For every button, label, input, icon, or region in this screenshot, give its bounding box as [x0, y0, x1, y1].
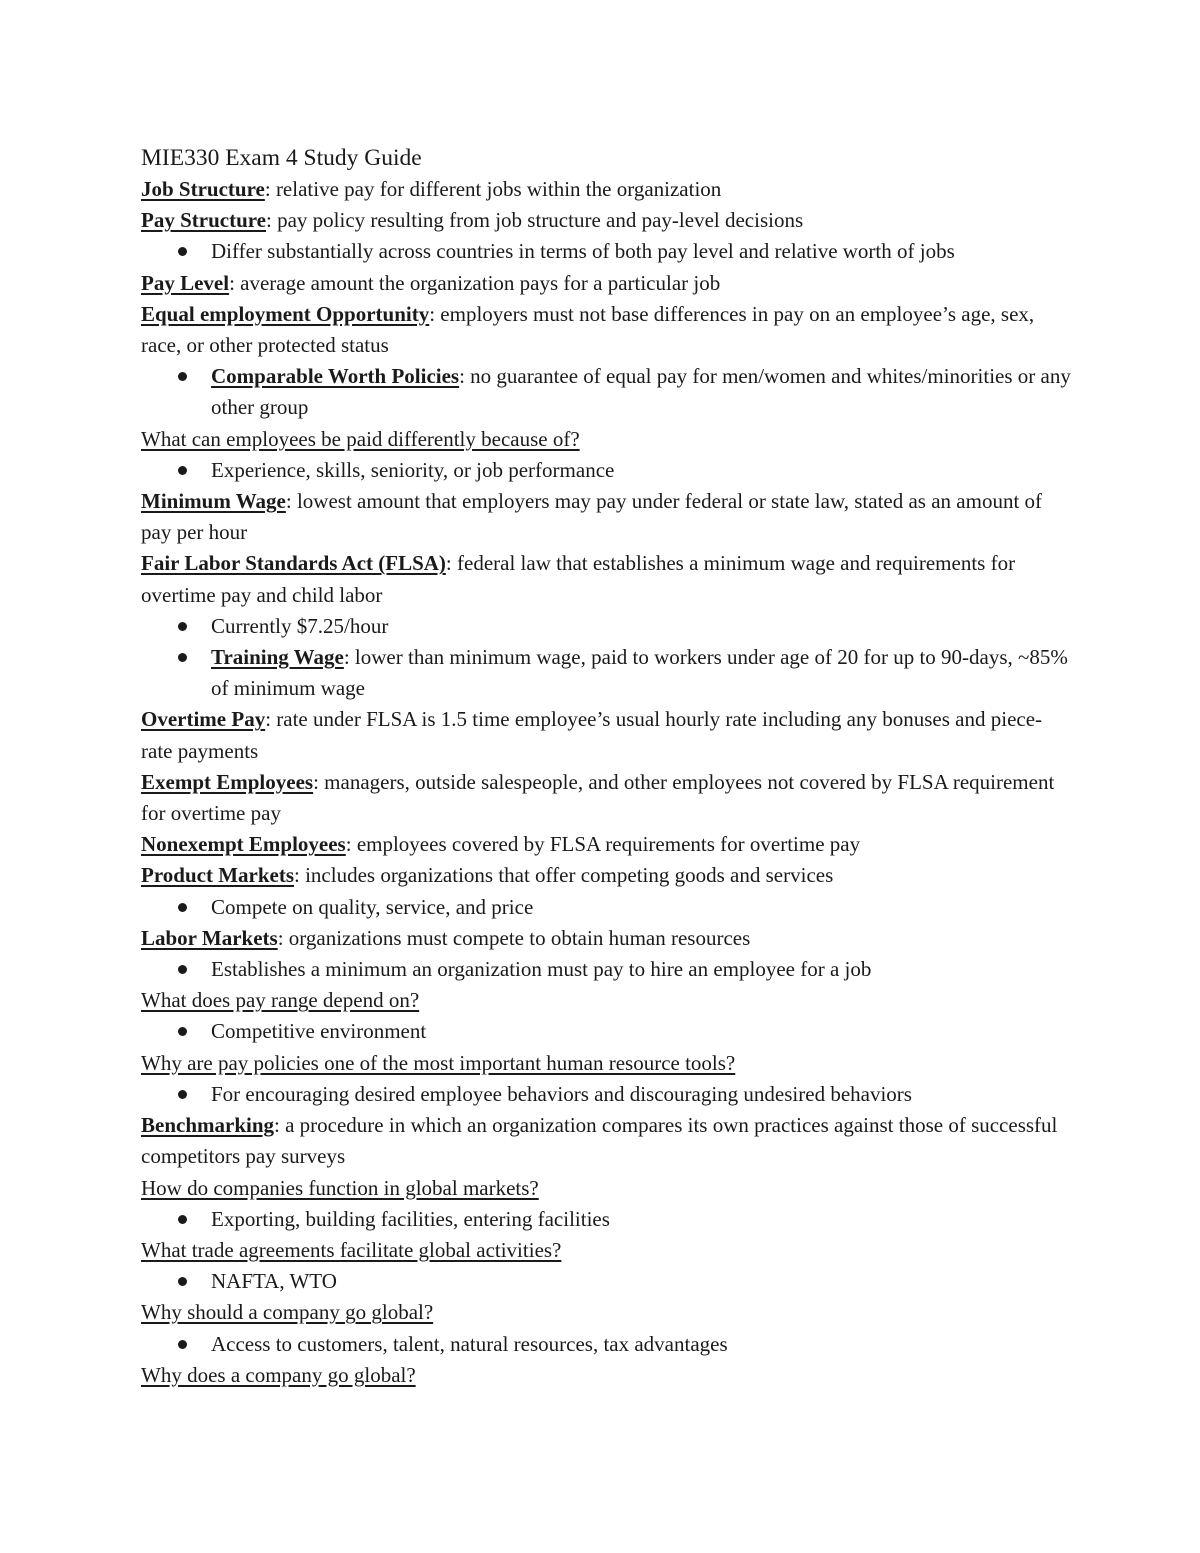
pay-level-term: Pay Level — [141, 270, 230, 295]
flsa-text: : federal law that establishes a minimum wage and requirements for overtime pay and child labor — [141, 551, 1016, 607]
document-title: MIE330 Exam 4 Study Guide — [141, 145, 422, 171]
product-markets-note-bullet — [141, 892, 1071, 923]
current-minimum-wage-text: Currently $7.25/hour — [211, 613, 389, 638]
product-markets-text: : includes organizations that offer competing goods and services — [294, 863, 834, 888]
comparable-worth-policies-text: : no guarantee of equal pay for men/women and whites/minorities or any other group — [211, 364, 1071, 420]
pay-policies-question-text: Why are pay policies one of the most important human resource tools? — [141, 1050, 736, 1075]
labor-markets-text: : organizations must compete to obtain human resources — [277, 925, 751, 950]
job-structure-definition — [141, 174, 1071, 205]
bullet-dot-icon — [178, 653, 187, 662]
bullet-dot-icon — [178, 965, 187, 974]
nonexempt-employees-term: Nonexempt Employees — [141, 832, 346, 857]
pay-policies-answer-text: For encouraging desired employee behaviors and discouraging undesired behaviors — [211, 1081, 912, 1106]
bullet-dot-icon — [178, 372, 187, 381]
equal-employment-opportunity-term: Equal employment Opportunity — [141, 301, 430, 326]
comparable-worth-policies-bullet — [141, 361, 1071, 423]
go-global-does-question — [141, 1360, 1071, 1391]
paid-differently-answer-bullet — [141, 455, 1071, 486]
go-global-should-answer-bullet — [141, 1329, 1071, 1360]
overtime-pay-term: Overtime Pay — [141, 707, 266, 732]
pay-policies-answer-bullet — [141, 1079, 1071, 1110]
global-markets-question-text: How do companies function in global markets? — [141, 1175, 539, 1200]
go-global-should-question-text: Why should a company go global? — [141, 1300, 434, 1325]
minimum-wage-definition — [141, 486, 1071, 548]
pay-range-question-text: What does pay range depend on? — [141, 988, 420, 1013]
benchmarking-text: : a procedure in which an organization compares its own practices against those of successful competitors pay surveys — [141, 1113, 1058, 1169]
paid-differently-question-text: What can employees be paid differently because of? — [141, 426, 580, 451]
training-wage-bullet — [141, 642, 1071, 704]
current-minimum-wage-bullet — [141, 611, 1071, 642]
minimum-wage-text: : lowest amount that employers may pay under federal or state law, stated as an amount of pay per hour — [141, 489, 1043, 545]
trade-agreements-question — [141, 1235, 1071, 1266]
exempt-employees-text: : managers, outside salespeople, and other employees not covered by FLSA requirement for overtime pay — [141, 769, 1055, 826]
study-guide-content — [141, 143, 1071, 1391]
training-wage-text: : lower than minimum wage, paid to workers under age of 20 for up to 90-days, ~85% of minimum wage — [211, 645, 1068, 701]
pay-structure-definition — [141, 205, 1071, 236]
labor-markets-definition — [141, 923, 1071, 954]
bullet-dot-icon — [178, 1277, 187, 1286]
global-markets-answer-bullet — [141, 1204, 1071, 1235]
pay-level-text: : average amount the organization pays for a particular job — [229, 270, 721, 295]
equal-employment-opportunity-definition — [141, 299, 1071, 361]
pay-structure-term: Pay Structure — [141, 208, 267, 233]
pay-policies-question — [141, 1048, 1071, 1079]
exempt-employees-definition — [141, 767, 1071, 829]
go-global-should-answer-text: Access to customers, talent, natural resources, tax advantages — [211, 1331, 728, 1356]
comparable-worth-policies-term: Comparable Worth Policies — [211, 364, 460, 389]
nonexempt-employees-text: : employees covered by FLSA requirements for overtime pay — [345, 832, 861, 857]
labor-markets-note-bullet — [141, 954, 1071, 985]
overtime-pay-definition — [141, 704, 1071, 766]
bullet-dot-icon — [178, 1090, 187, 1099]
global-markets-question — [141, 1173, 1071, 1204]
pay-range-answer-text: Competitive environment — [211, 1019, 427, 1044]
pay-structure-text: : pay policy resulting from job structure and pay-level decisions — [266, 208, 804, 233]
product-markets-note-text: Compete on quality, service, and price — [211, 894, 534, 919]
bullet-dot-icon — [178, 903, 187, 912]
equal-employment-opportunity-text: : employers must not base differences in pay on an employee’s age, sex, race, or other protected status — [141, 301, 1035, 358]
job-structure-text: : relative pay for different jobs within the organization — [264, 177, 722, 201]
bullet-dot-icon — [178, 1027, 187, 1036]
pay-level-definition — [141, 268, 1071, 299]
minimum-wage-term: Minimum Wage — [141, 489, 286, 514]
bullet-dot-icon — [178, 1340, 187, 1349]
trade-agreements-question-text: What trade agreements facilitate global activities? — [141, 1237, 562, 1262]
benchmarking-definition — [141, 1110, 1071, 1172]
nonexempt-employees-definition — [141, 829, 1071, 860]
global-markets-answer-text: Exporting, building facilities, entering facilities — [211, 1206, 610, 1231]
trade-agreements-answer-bullet — [141, 1266, 1071, 1297]
overtime-pay-text: : rate under FLSA is 1.5 time employee’s usual hourly rate including any bonuses and piece-rate payments — [141, 707, 1043, 763]
go-global-does-question-text: Why does a company go global? — [141, 1362, 416, 1387]
bullet-dot-icon — [178, 466, 187, 475]
labor-markets-term: Labor Markets — [141, 925, 278, 950]
training-wage-term: Training Wage — [211, 645, 344, 670]
benchmarking-term: Benchmarking — [141, 1113, 275, 1138]
bullet-dot-icon — [178, 622, 187, 631]
bullet-dot-icon — [178, 1215, 187, 1224]
exempt-employees-term: Exempt Employees — [141, 769, 314, 794]
flsa-term: Fair Labor Standards Act (FLSA) — [141, 551, 446, 576]
labor-markets-note-text: Establishes a minimum an organization must pay to hire an employee for a job — [211, 957, 872, 982]
bullet-dot-icon — [178, 247, 187, 256]
trade-agreements-answer-text: NAFTA, WTO — [211, 1269, 337, 1294]
paid-differently-answer-text: Experience, skills, seniority, or job performance — [211, 457, 615, 482]
pay-range-question — [141, 985, 1071, 1016]
job-structure-term: Job Structure — [141, 177, 265, 201]
pay-structure-note-text: Differ substantially across countries in terms of both pay level and relative worth of jobs — [211, 239, 955, 264]
pay-range-answer-bullet — [141, 1016, 1071, 1047]
paid-differently-question — [141, 424, 1071, 455]
product-markets-term: Product Markets — [141, 863, 294, 888]
product-markets-definition — [141, 860, 1071, 891]
pay-structure-note-bullet — [141, 236, 1071, 267]
go-global-should-question — [141, 1297, 1071, 1328]
flsa-definition — [141, 548, 1071, 610]
